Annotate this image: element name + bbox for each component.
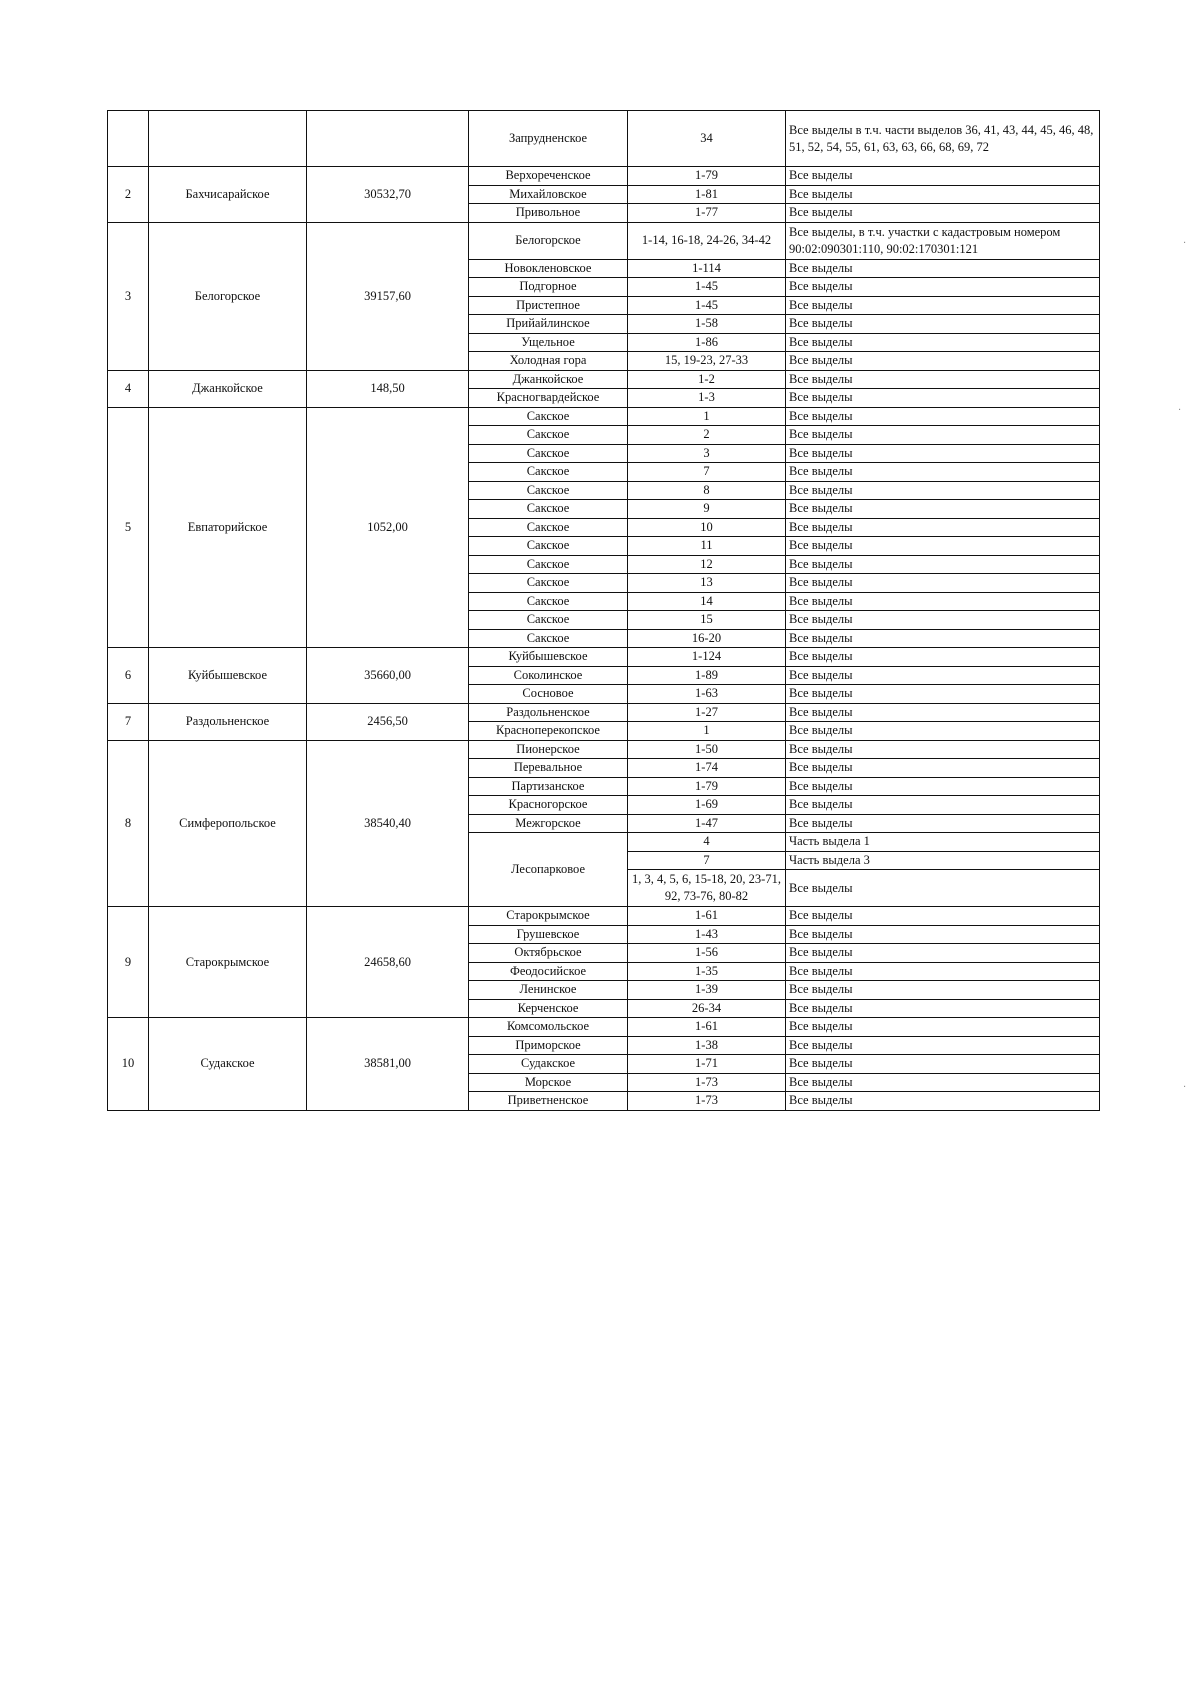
quarters-cell: 1-63 [628,685,786,704]
sections-cell: Все выделы [786,870,1100,907]
table-row [108,222,1100,259]
quarters-cell: 1-114 [628,259,786,278]
quarters-cell: 1-69 [628,796,786,815]
sections-cell: Все выделы [786,740,1100,759]
quarters-cell: 1-56 [628,944,786,963]
area-cell: 2456,50 [307,703,469,740]
quarters-cell: 1-86 [628,333,786,352]
sections-cell: Все выделы [786,592,1100,611]
quarters-cell: 11 [628,537,786,556]
quarters-cell: 1 [628,407,786,426]
table-row [108,907,1100,926]
district-forestry-cell: Сакское [469,463,628,482]
sections-cell: Все выделы [786,537,1100,556]
sections-cell: Все выделы [786,666,1100,685]
district-forestry-cell: Красногвардейское [469,389,628,408]
quarters-cell: 1-61 [628,1018,786,1037]
district-forestry-cell: Межгорское [469,814,628,833]
quarters-cell: 15 [628,611,786,630]
row-number-cell: 3 [108,222,149,370]
area-cell: 1052,00 [307,407,469,648]
quarters-cell: 1-77 [628,204,786,223]
quarters-cell: 2 [628,426,786,445]
sections-cell: Все выделы [786,722,1100,741]
sections-cell: Все выделы [786,555,1100,574]
sections-cell: Все выделы [786,278,1100,297]
district-forestry-cell: Сакское [469,537,628,556]
quarters-cell: 1-45 [628,278,786,297]
forestry-name-cell: Раздольненское [149,703,307,740]
district-forestry-cell: Раздольненское [469,703,628,722]
district-forestry-cell: Сакское [469,574,628,593]
sections-cell: Все выделы в т.ч. части выделов 36, 41, 43, 44, 45, 46, 48, 51, 52, 54, 55, 61, 63, 63, 66, 68, 69, 72 [786,111,1100,167]
scan-speck: · [1183,238,1187,249]
sections-cell: Часть выдела 3 [786,851,1100,870]
district-forestry-cell: Лесопарковое [469,833,628,907]
quarters-cell: 1-47 [628,814,786,833]
district-forestry-cell: Сакское [469,518,628,537]
quarters-cell: 1-58 [628,315,786,334]
sections-cell: Все выделы [786,685,1100,704]
forestry-name-cell: Симферопольское [149,740,307,907]
table-row [108,370,1100,389]
district-forestry-cell: Привольное [469,204,628,223]
quarters-cell: 1-35 [628,962,786,981]
district-forestry-cell: Красноперекопское [469,722,628,741]
quarters-cell: 26-34 [628,999,786,1018]
row-number-cell: 10 [108,1018,149,1111]
quarters-cell: 14 [628,592,786,611]
sections-cell: Все выделы [786,185,1100,204]
district-forestry-cell: Верхореченское [469,167,628,186]
sections-cell: Все выделы [786,259,1100,278]
table-row [108,648,1100,667]
quarters-cell: 9 [628,500,786,519]
area-cell: 24658,60 [307,907,469,1018]
quarters-cell: 16-20 [628,629,786,648]
sections-cell: Все выделы [786,315,1100,334]
sections-cell: Все выделы [786,981,1100,1000]
district-forestry-cell: Феодосийское [469,962,628,981]
quarters-cell: 1-79 [628,777,786,796]
quarters-cell: 7 [628,463,786,482]
district-forestry-cell: Холодная гора [469,352,628,371]
sections-cell: Все выделы [786,703,1100,722]
area-cell [307,111,469,167]
row-number-cell: 5 [108,407,149,648]
sections-cell: Все выделы [786,1018,1100,1037]
quarters-cell: 1-39 [628,981,786,1000]
sections-cell: Все выделы [786,407,1100,426]
district-forestry-cell: Приветненское [469,1092,628,1111]
area-cell: 30532,70 [307,167,469,223]
quarters-cell: 1-73 [628,1073,786,1092]
row-number-cell: 4 [108,370,149,407]
sections-cell: Все выделы [786,925,1100,944]
quarters-cell: 1-14, 16-18, 24-26, 34-42 [628,222,786,259]
sections-cell: Все выделы [786,1055,1100,1074]
forestry-name-cell: Судакское [149,1018,307,1111]
forestry-name-cell: Бахчисарайское [149,167,307,223]
quarters-cell: 13 [628,574,786,593]
district-forestry-cell: Сакское [469,629,628,648]
district-forestry-cell: Прийайлинское [469,315,628,334]
district-forestry-cell: Октябрьское [469,944,628,963]
sections-cell: Все выделы [786,1036,1100,1055]
area-cell: 39157,60 [307,222,469,370]
forestry-name-cell [149,111,307,167]
district-forestry-cell: Сакское [469,426,628,445]
quarters-cell: 1-81 [628,185,786,204]
quarters-cell: 1-2 [628,370,786,389]
district-forestry-cell: Комсомольское [469,1018,628,1037]
sections-cell: Все выделы [786,500,1100,519]
district-forestry-cell: Сосновое [469,685,628,704]
quarters-cell: 1-71 [628,1055,786,1074]
district-forestry-cell: Соколинское [469,666,628,685]
table-row [108,167,1100,186]
quarters-cell: 1-3 [628,389,786,408]
quarters-cell: 1, 3, 4, 5, 6, 15-18, 20, 23-71, 92, 73-76, 80-82 [628,870,786,907]
district-forestry-cell: Ленинское [469,981,628,1000]
sections-cell: Все выделы [786,426,1100,445]
table-row [108,407,1100,426]
sections-cell: Все выделы [786,796,1100,815]
scan-speck: · [1178,405,1182,416]
sections-cell: Все выделы [786,814,1100,833]
quarters-cell: 15, 19-23, 27-33 [628,352,786,371]
sections-cell: Все выделы [786,629,1100,648]
sections-cell: Все выделы [786,1092,1100,1111]
district-forestry-cell: Сакское [469,611,628,630]
sections-cell: Все выделы [786,962,1100,981]
sections-cell: Все выделы [786,1073,1100,1092]
sections-cell: Все выделы [786,444,1100,463]
district-forestry-cell: Ущельное [469,333,628,352]
sections-cell: Все выделы [786,389,1100,408]
quarters-cell: 1-50 [628,740,786,759]
district-forestry-cell: Старокрымское [469,907,628,926]
quarters-cell: 34 [628,111,786,167]
district-forestry-cell: Запрудненское [469,111,628,167]
row-number-cell: 9 [108,907,149,1018]
sections-cell: Все выделы [786,574,1100,593]
sections-cell: Все выделы [786,759,1100,778]
area-cell: 38540,40 [307,740,469,907]
quarters-cell: 1-43 [628,925,786,944]
quarters-cell: 10 [628,518,786,537]
quarters-cell: 4 [628,833,786,852]
quarters-cell: 8 [628,481,786,500]
district-forestry-cell: Сакское [469,555,628,574]
sections-cell: Все выделы [786,777,1100,796]
district-forestry-cell: Сакское [469,444,628,463]
sections-cell: Все выделы [786,352,1100,371]
sections-cell: Все выделы [786,296,1100,315]
district-forestry-cell: Белогорское [469,222,628,259]
district-forestry-cell: Красногорское [469,796,628,815]
sections-cell: Все выделы [786,370,1100,389]
district-forestry-cell: Сакское [469,481,628,500]
district-forestry-cell: Пионерское [469,740,628,759]
sections-cell: Все выделы [786,204,1100,223]
forestry-name-cell: Евпаторийское [149,407,307,648]
district-forestry-cell: Партизанское [469,777,628,796]
sections-cell: Все выделы [786,481,1100,500]
district-forestry-cell: Джанкойское [469,370,628,389]
area-cell: 148,50 [307,370,469,407]
sections-cell: Все выделы [786,518,1100,537]
sections-cell: Часть выдела 1 [786,833,1100,852]
district-forestry-cell: Грушевское [469,925,628,944]
table-row [108,703,1100,722]
sections-cell: Все выделы, в т.ч. участки с кадастровым номером 90:02:090301:110, 90:02:170301:121 [786,222,1100,259]
district-forestry-cell: Новокленовское [469,259,628,278]
forest-areas-table [107,110,1100,1111]
district-forestry-cell: Сакское [469,407,628,426]
sections-cell: Все выделы [786,611,1100,630]
table-row [108,1018,1100,1037]
district-forestry-cell: Подгорное [469,278,628,297]
area-cell: 38581,00 [307,1018,469,1111]
quarters-cell: 7 [628,851,786,870]
sections-cell: Все выделы [786,463,1100,482]
district-forestry-cell: Морское [469,1073,628,1092]
table-row [108,740,1100,759]
district-forestry-cell: Михайловское [469,185,628,204]
row-number-cell: 7 [108,703,149,740]
forestry-name-cell: Старокрымское [149,907,307,1018]
quarters-cell: 1-45 [628,296,786,315]
row-number-cell: 8 [108,740,149,907]
quarters-cell: 1-27 [628,703,786,722]
sections-cell: Все выделы [786,167,1100,186]
district-forestry-cell: Куйбышевское [469,648,628,667]
district-forestry-cell: Сакское [469,592,628,611]
sections-cell: Все выделы [786,907,1100,926]
table-body [108,111,1100,1111]
district-forestry-cell: Приморское [469,1036,628,1055]
quarters-cell: 1-124 [628,648,786,667]
row-number-cell: 2 [108,167,149,223]
forestry-name-cell: Белогорское [149,222,307,370]
area-cell: 35660,00 [307,648,469,704]
district-forestry-cell: Керченское [469,999,628,1018]
district-forestry-cell: Сакское [469,500,628,519]
district-forestry-cell: Перевальное [469,759,628,778]
quarters-cell: 1-61 [628,907,786,926]
sections-cell: Все выделы [786,333,1100,352]
quarters-cell: 1-89 [628,666,786,685]
forestry-name-cell: Куйбышевское [149,648,307,704]
quarters-cell: 1-79 [628,167,786,186]
district-forestry-cell: Пристепное [469,296,628,315]
row-number-cell: 6 [108,648,149,704]
sections-cell: Все выделы [786,999,1100,1018]
sections-cell: Все выделы [786,648,1100,667]
sections-cell: Все выделы [786,944,1100,963]
quarters-cell: 1-73 [628,1092,786,1111]
quarters-cell: 1-74 [628,759,786,778]
scan-speck: · [1183,1082,1187,1093]
quarters-cell: 3 [628,444,786,463]
quarters-cell: 1 [628,722,786,741]
quarters-cell: 12 [628,555,786,574]
table-row [108,111,1100,167]
quarters-cell: 1-38 [628,1036,786,1055]
forestry-name-cell: Джанкойское [149,370,307,407]
district-forestry-cell: Судакское [469,1055,628,1074]
row-number-cell [108,111,149,167]
